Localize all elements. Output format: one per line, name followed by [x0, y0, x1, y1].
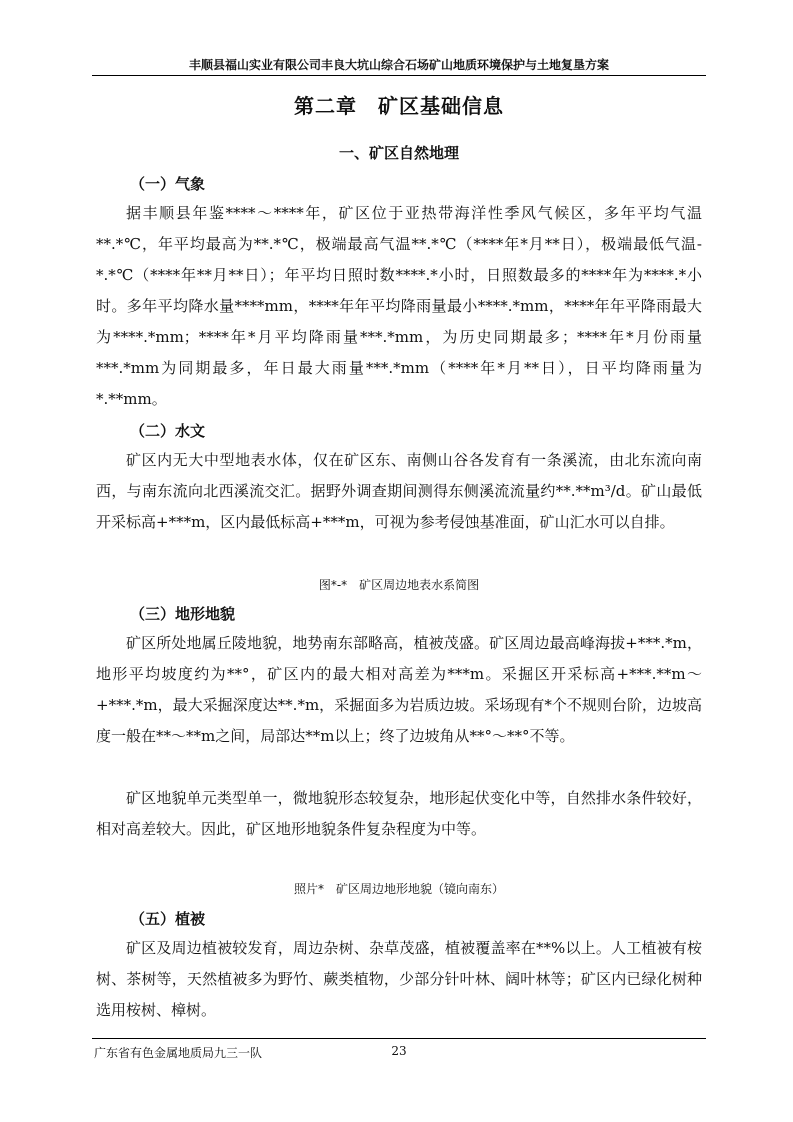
page-header-title: 丰顺县福山实业有限公司丰良大坑山综合石场矿山地质环境保护与土地复垦方案 — [188, 58, 609, 72]
subsection-heading-vegetation: （五）植被 — [130, 910, 206, 928]
paragraph-vegetation: 矿区及周边植被较发育，周边杂树、杂草茂盛，植被覆盖率在**%以上。人工植被有桉树、茶树等，天然植被多为野竹、蕨类植物，少部分针叶林、阔叶林等；矿区内已绿化树种选用桉树、樟树。 — [96, 939, 702, 1019]
page-number: 23 — [391, 1044, 407, 1058]
footer-organization: 广东省有色金属地质局九三一队 — [94, 1046, 263, 1060]
header-rule — [92, 75, 706, 76]
subsection-heading-hydrology: （二）水文 — [130, 422, 206, 440]
footer-rule — [92, 1038, 706, 1039]
figure-caption: 图*-* 矿区周边地表水系简图 — [318, 578, 480, 592]
paragraph-landform-2: 矿区地貌单元类型单一，微地貌形态较复杂，地形起伏变化中等，自然排水条件较好，相对高差较大。因此，矿区地形地貌条件复杂程度为中等。 — [96, 789, 702, 838]
paragraph-climate: 据丰顺县年鉴****～****年，矿区位于亚热带海洋性季风气候区，多年平均气温**.*℃，年平均最高为**.*℃，极端最高气温**.*℃（****年*月**日），极端最低气温-*.*℃（****年**月**日）；年平均日照时数****.*小时，日照数最多的****年为****.*小时。多年平均降水量****mm，****年年平均降雨量最小****.*mm，****年年平降雨最大为****.*mm；****年*月平均降雨量***.*mm，为历史同期最多；****年*月份雨量***.*mm为同期最多，年日最大雨量***.*mm（****年*月**日），日平均降雨量为*.**mm。 — [96, 204, 702, 408]
subsection-heading-climate: （一）气象 — [130, 175, 206, 193]
paragraph-landform-1: 矿区所处地属丘陵地貌，地势南东部略高，植被茂盛。矿区周边最高峰海拔+***.*m，地形平均坡度约为**°，矿区内的最大相对高差为***m。采掘区开采标高+***.**m～+***.*m，最大采掘深度达**.*m，采掘面多为岩质边坡。采场现有*个不规则台阶，边坡高度一般在**～**m之间，局部达**m以上；终了边坡角从**°～**°不等。 — [96, 634, 702, 745]
photo-caption: 照片* 矿区周边地形地貌（镜向南东） — [293, 882, 504, 896]
chapter-title: 第二章 矿区基础信息 — [294, 94, 504, 118]
paragraph-hydrology: 矿区内无大中型地表水体，仅在矿区东、南侧山谷各发育有一条溪流，由北东流向南西，与南东流向北西溪流交汇。据野外调查期间测得东侧溪流流量约**.**m³/d。矿山最低开采标高+***m，区内最低标高+***m，可视为参考侵蚀基准面，矿山汇水可以自排。 — [96, 451, 702, 531]
section-title: 一、矿区自然地理 — [338, 144, 459, 162]
subsection-heading-landform: （三）地形地貌 — [130, 605, 236, 623]
